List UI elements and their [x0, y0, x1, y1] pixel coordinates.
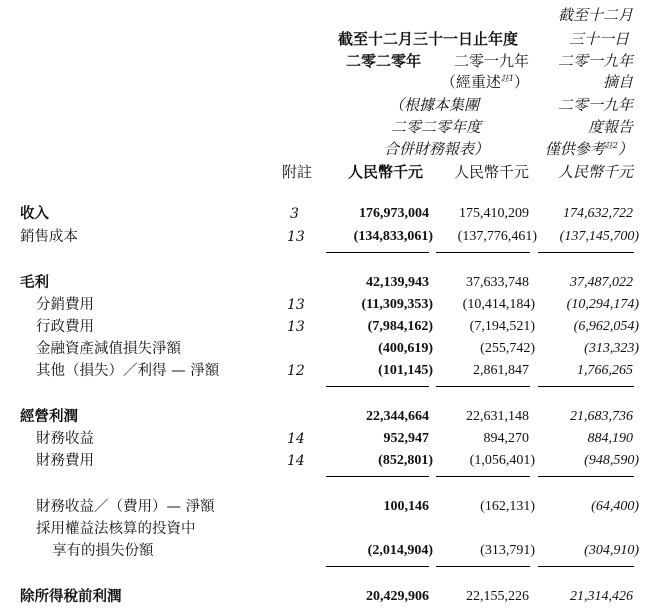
- subtotal-rule: [538, 476, 634, 477]
- col3-header-line4: 摘自: [602, 73, 633, 91]
- row-value-col3: 21,314,426: [570, 589, 633, 604]
- row-value-col1: 952,947: [383, 431, 429, 446]
- row-value-col1: (2,014,904): [367, 543, 433, 558]
- row-label-admin-expenses: 行政費用: [36, 319, 94, 335]
- unit-col1: 人民幣千元: [347, 163, 423, 181]
- row-value-col3: 174,632,722: [563, 206, 633, 221]
- subtotal-rule: [326, 386, 429, 387]
- subtotal-rule: [538, 252, 634, 253]
- row-value-col2: 894,270: [483, 431, 529, 446]
- col3-header-line7: 僅供參考$^{註2}$）: [544, 140, 633, 158]
- row-value-col3: 1,766,265: [577, 363, 633, 378]
- col3-header-line3: 二零一九年: [557, 52, 633, 70]
- row-label-distribution-costs: 分銷費用: [36, 297, 94, 313]
- row-note: 14: [287, 453, 305, 469]
- subtotal-rule: [326, 476, 429, 477]
- row-value-col3: (64,400): [591, 499, 639, 514]
- row-label-finance-income: 財務收益: [36, 431, 94, 447]
- row-value-col3: (948,590): [584, 453, 639, 468]
- row-label-equity-method-line1: 採用權益法核算的投資中: [36, 521, 196, 537]
- row-note: 3: [290, 206, 299, 222]
- subtotal-rule: [326, 252, 429, 253]
- row-value-col1: (101,145): [378, 363, 433, 378]
- subtotal-rule: [436, 476, 530, 477]
- subtotal-rule: [436, 252, 530, 253]
- row-value-col2: 22,155,226: [466, 589, 529, 604]
- row-value-col3: (10,294,174): [566, 297, 639, 312]
- row-value-col2: 22,631,148: [466, 409, 529, 424]
- row-value-col3: 884,190: [587, 431, 633, 446]
- row-value-col3: (304,910): [584, 543, 639, 558]
- row-value-col1: (852,801): [378, 453, 433, 468]
- col1-year: 二零二零年: [345, 52, 421, 70]
- col2-basis-line3: 合併財務報表）: [383, 140, 489, 158]
- subtotal-rule: [538, 386, 634, 387]
- row-value-col1: 42,139,943: [366, 275, 429, 290]
- row-note: 13: [287, 319, 305, 335]
- row-value-col1: (400,619): [378, 341, 433, 356]
- row-value-col2: (137,776,461): [457, 229, 537, 244]
- subtotal-rule: [436, 386, 530, 387]
- row-value-col1: 20,429,906: [366, 589, 429, 604]
- row-label-net-finance: 財務收益／（費用）— 淨額: [36, 499, 215, 515]
- row-value-col3: (313,323): [584, 341, 639, 356]
- row-label-operating-profit: 經營利潤: [20, 408, 78, 425]
- row-value-col2: (1,056,401): [469, 453, 535, 468]
- row-note: 12: [287, 363, 305, 379]
- subtotal-rule: [326, 566, 429, 567]
- row-value-col2: 37,633,748: [466, 275, 529, 290]
- row-value-col2: 175,410,209: [459, 206, 529, 221]
- row-value-col2: (10,414,184): [462, 297, 535, 312]
- col2-basis-line1: （根據本集團: [388, 96, 479, 114]
- row-value-col1: 22,344,664: [366, 409, 429, 424]
- col2-basis-line2: 二零二零年度: [390, 118, 481, 136]
- row-label-gross-profit: 毛利: [20, 274, 49, 291]
- row-value-col2: (162,131): [480, 499, 535, 514]
- col3-header-line5: 二零一九年: [557, 96, 633, 114]
- col3-header-line6: 度報告: [587, 118, 633, 136]
- row-note: 14: [287, 431, 305, 447]
- row-value-col1: (11,309,353): [361, 297, 433, 312]
- col3-header-line2: 三十一日: [568, 30, 629, 48]
- subtotal-rule: [436, 566, 530, 567]
- row-value-col3: 21,683,736: [570, 409, 633, 424]
- row-value-col2: (313,791): [480, 543, 535, 558]
- col-group-title: 截至十二月三十一日止年度: [337, 30, 518, 48]
- row-value-col3: 37,487,022: [570, 275, 633, 290]
- row-value-col1: 100,146: [383, 499, 429, 514]
- row-label-equity-method-line2: 享有的損失份額: [52, 543, 154, 559]
- row-value-col2: (7,194,521): [469, 319, 535, 334]
- row-label-revenue: 收入: [20, 205, 49, 222]
- col2-year: 二零一九年: [453, 52, 529, 70]
- row-value-col3: (137,145,700): [559, 229, 639, 244]
- unit-col2: 人民幣千元: [453, 163, 529, 181]
- row-note: 13: [287, 297, 305, 313]
- note-column-header: 附註: [282, 163, 313, 181]
- row-value-col3: (6,962,054): [573, 319, 639, 334]
- row-note: 13: [287, 229, 305, 245]
- row-value-col1: (7,984,162): [367, 319, 433, 334]
- col2-restated: （經重述$^{註1}$）: [440, 73, 529, 91]
- row-label-finance-costs: 財務費用: [36, 453, 94, 469]
- row-value-col1: (134,833,061): [353, 229, 433, 244]
- row-label-profit-before-tax: 除所得稅前利潤: [20, 588, 122, 605]
- row-label-other-gains-losses: 其他（損失）／利得 — 淨額: [36, 363, 220, 379]
- row-value-col1: 176,973,004: [359, 206, 429, 221]
- subtotal-rule: [538, 566, 634, 567]
- unit-col3: 人民幣千元: [557, 163, 633, 181]
- row-label-impairment-losses: 金融資產減值損失淨額: [36, 341, 181, 357]
- row-label-cost-of-sales: 銷售成本: [20, 229, 78, 245]
- row-value-col2: 2,861,847: [473, 363, 529, 378]
- row-value-col2: (255,742): [480, 341, 535, 356]
- col3-header-line1: 截至十二月: [557, 6, 633, 24]
